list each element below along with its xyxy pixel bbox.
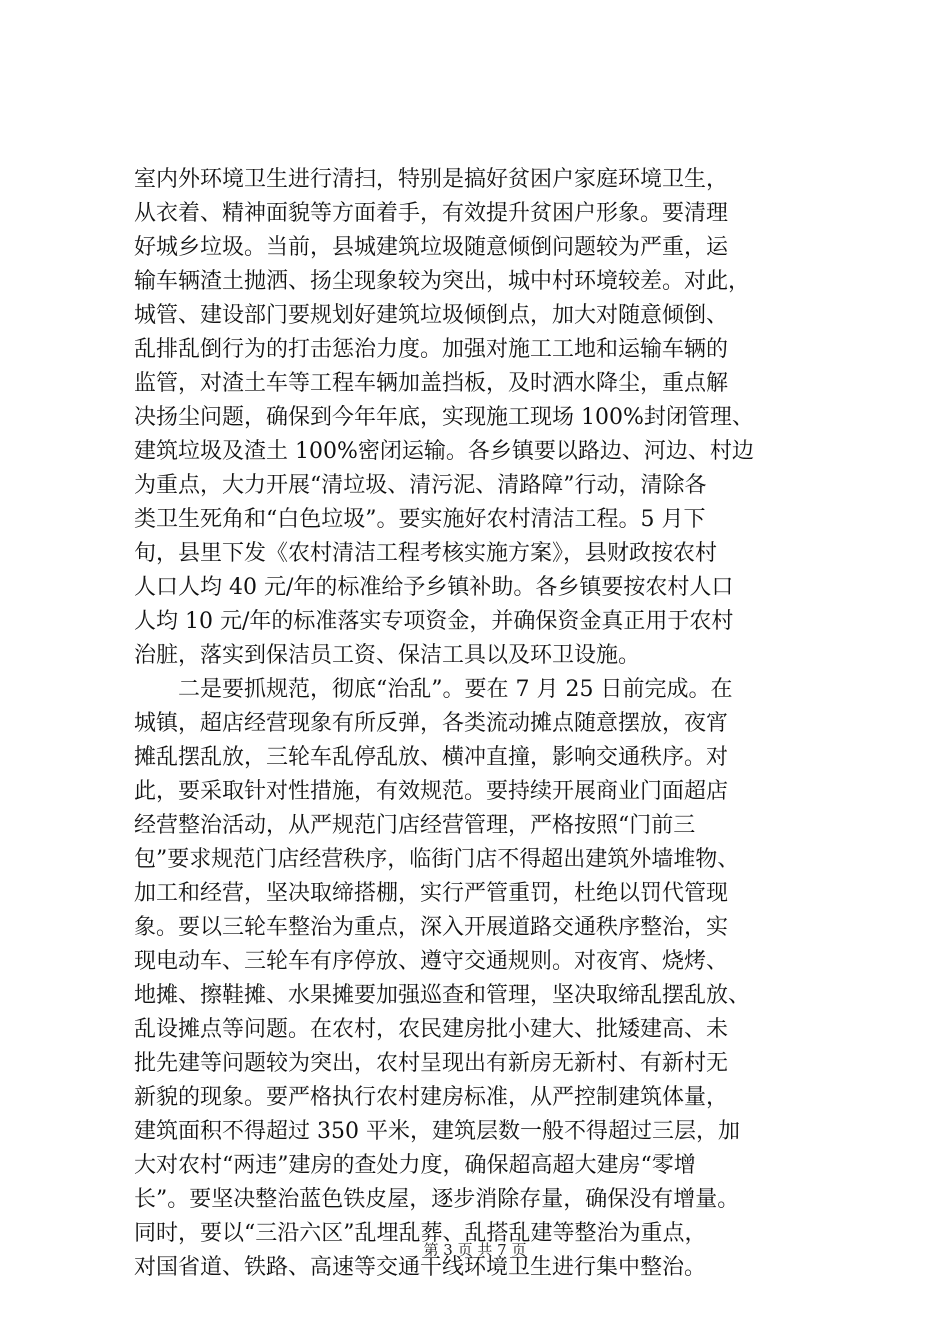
text-line: 好城乡垃圾。当前，县城建筑垃圾随意倾倒问题较为严重，运	[134, 235, 729, 260]
text-line: 乱排乱倒行为的打击惩治力度。加强对施工工地和运输车辆的	[134, 337, 729, 362]
text-line: 城镇，超店经营现象有所反弹，各类流动摊点随意摆放，夜宵	[134, 711, 729, 736]
text-line: 长”。要坚决整治蓝色铁皮屋，逐步消除存量，确保没有增量。	[134, 1187, 740, 1212]
text-line: 室内外环境卫生进行清扫，特别是搞好贫困户家庭环境卫生，	[134, 167, 729, 192]
text-line: 此，要采取针对性措施，有效规范。要持续开展商业门面超店	[134, 779, 729, 804]
text-line: 新貌的现象。要严格执行农村建房标准，从严控制建筑体量，	[134, 1085, 729, 1110]
text-line: 类卫生死角和“白色垃圾”。要实施好农村清洁工程。5 月下	[134, 507, 706, 532]
text-line: 同时，要以“三沿六区”乱埋乱葬、乱搭乱建等整治为重点，	[134, 1221, 707, 1246]
page-footer: 第 3 页 共 7 页	[423, 1241, 527, 1259]
text-line: 监管，对渣土车等工程车辆加盖挡板，及时洒水降尘，重点解	[134, 371, 729, 396]
text-line: 批先建等问题较为突出，农村呈现出有新房无新村、有新村无	[134, 1051, 729, 1076]
text-line: 人均 10 元/年的标准落实专项资金，并确保资金真正用于农村	[134, 609, 734, 634]
text-line: 摊乱摆乱放，三轮车乱停乱放、横冲直撞，影响交通秩序。对	[134, 745, 729, 770]
text-line: 经营整治活动，从严规范门店经营管理，严格按照“门前三	[134, 813, 696, 838]
text-line: 为重点，大力开展“清垃圾、清污泥、清路障”行动，清除各	[134, 473, 707, 498]
text-line: 治脏，落实到保洁员工资、保洁工具以及环卫设施。	[134, 643, 641, 668]
text-line: 对国省道、铁路、高速等交通干线环境卫生进行集中整治。	[134, 1255, 707, 1280]
text-line: 建筑垃圾及渣土 100%密闭运输。各乡镇要以路边、河边、村边	[134, 439, 754, 464]
text-line: 从衣着、精神面貌等方面着手，有效提升贫困户形象。要清理	[134, 201, 729, 226]
text-line: 二是要抓规范，彻底“治乱”。要在 7 月 25 日前完成。在	[134, 677, 733, 702]
text-line: 地摊、擦鞋摊、水果摊要加强巡查和管理，坚决取缔乱摆乱放、	[134, 983, 751, 1008]
text-line: 包”要求规范门店经营秩序，临街门店不得超出建筑外墙堆物、	[134, 847, 740, 872]
text-line: 决扬尘问题，确保到今年年底，实现施工现场 100%封闭管理、	[134, 405, 754, 430]
text-line: 人口人均 40 元/年的标准给予乡镇补助。各乡镇要按农村人口	[134, 575, 734, 600]
text-line: 输车辆渣土抛洒、扬尘现象较为突出，城中村环境较差。对此，	[134, 269, 751, 294]
text-line: 建筑面积不得超过 350 平米，建筑层数一般不得超过三层，加	[134, 1119, 740, 1144]
text-line: 旬，县里下发《农村清洁工程考核实施方案》，县财政按农村	[134, 541, 718, 566]
text-line: 象。要以三轮车整治为重点，深入开展道路交通秩序整治，实	[134, 915, 729, 940]
text-line: 大对农村“两违”建房的查处力度，确保超高超大建房“零增	[134, 1153, 696, 1178]
text-line: 加工和经营，坚决取缔搭棚，实行严管重罚，杜绝以罚代管现	[134, 881, 729, 906]
text-line: 现电动车、三轮车有序停放、遵守交通规则。对夜宵、烧烤、	[134, 949, 729, 974]
text-line: 城管、建设部门要规划好建筑垃圾倾倒点，加大对随意倾倒、	[134, 303, 729, 328]
body-text	[134, 163, 844, 1285]
text-line: 乱设摊点等问题。在农村，农民建房批小建大、批矮建高、未	[134, 1017, 729, 1042]
